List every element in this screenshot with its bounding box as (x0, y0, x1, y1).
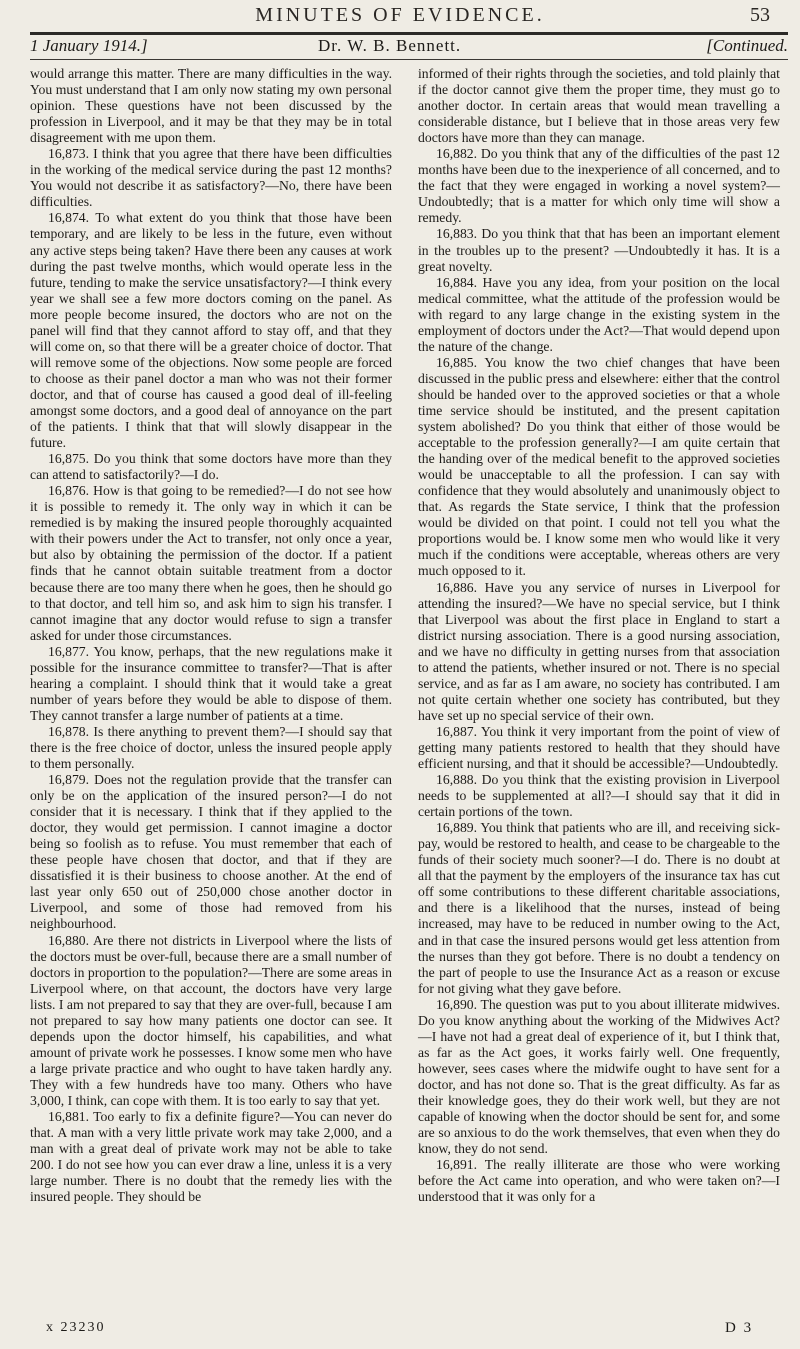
evidence-paragraph: 16,884. Have you any idea, from your position on the local medical committee, what the attitude of the profession would be with regard to any large change in the existing system in the employment of doctors under the Act?—That would depend upon the nature of the change. (418, 274, 780, 354)
evidence-paragraph: 16,889. You think that patients who are ill, and receiving sick-pay, would be restored to health, and cease to be chargeable to the funds of their society much sooner?—I do. There is no doubt at all that the payment by the employers of the insurance tax has cut off some contributions to these different charitable associations, and there is a likelihood that the nurses, instead of being increased, may have to be reduced in number owing to the Act, and in that case the insured persons would get less attention from the nurses than they got before. There is no doubt a tendency on the part of people to use the Insurance Act as a reason or excuse for not giving what they gave before. (418, 820, 780, 996)
running-subheader (30, 36, 788, 58)
continued-label: [Continued. (706, 36, 788, 55)
evidence-paragraph: 16,878. Is there anything to prevent them?—I should say that there is the free choice of doctor, unless the insured people apply to them personally. (30, 723, 392, 772)
evidence-paragraph: 16,888. Do you think that the existing provision in Liverpool needs to be supplemented at all?—I should say that it did in certain portions of the town. (418, 772, 780, 820)
header-rule (30, 32, 788, 35)
evidence-paragraph: 16,891. The really illiterate are those who were working before the Act came into operation, and who were taken on?—I understood that it was only for a (418, 1157, 780, 1205)
evidence-paragraph: 16,879. Does not the regulation provide that the transfer can only be on the application of the insured person?—I do not consider that it is necessary. I think that if they applied to the doctor, they would get permission. I cannot imagine a doctor being so foolish as to refuse. You must remember that each of these people have chosen that doctor, and that if they are dissatisfied it is their business to choose another. At the end of last year only 650 out of 250,000 chose another doctor in Liverpool, and some of those had removed from his neighbourhood. (30, 772, 392, 932)
left-column (30, 66, 392, 1205)
evidence-paragraph: informed of their rights through the societies, and told plainly that if the doctor cannot give them the proper time, they must go to another doctor. In certain areas that would mean travelling a considerable distance, but I believe that in those areas very few doctors have more than they can manage. (418, 66, 780, 146)
evidence-paragraph: 16,875. Do you think that some doctors have more than they can attend to satisfactorily?—I do. (30, 451, 392, 483)
session-date: 1 January 1914.] (30, 36, 148, 55)
evidence-paragraph: 16,874. To what extent do you think that those have been temporary, and are likely to be less in the future, even without any active steps being taken? Have there been any causes at work during the past twelve months, which would operate less in the future, tending to make the service unsatisfactory?—I think every year we shall see a few more doctors coming on the panel. As more people become insured, the doctors who are not on the panel will find that they cannot afford to stay off, and that they will come on, so that there will be a greater choice of doctor. That will remove some of the objections. Now some people are forced to choose as their panel doctor a man who was not their former doctor, and that of course has caused a good deal of ill-feeling amongst some doctors, and a good deal of annoyance on the part of the patients. I think that that will slowly disappear in the future. (30, 210, 392, 451)
evidence-paragraph: 16,887. You think it very important from the point of view of getting many patients restored to health that they should have efficient nursing, and that it should be accessible?—Undoubtedly. (418, 723, 780, 772)
witness-name: Dr. W. B. Bennett. (318, 36, 462, 55)
right-column (418, 66, 780, 1205)
evidence-paragraph: 16,876. How is that going to be remedied?—I do not see how it is possible to remedy it. The only way in which it can be remedied is by making the insured people thoroughly acquainted with their powers under the Act to transfer, not only once a year, but also by obtaining the permission of the doctor. If a patient finds that he cannot obtain suitable treatment from a doctor because there are too many there when he goes, then he should go to that doctor, and tell him so, and ask him to sign his transfer. I cannot imagine that any doctor would refuse to sign a transfer asked for under those circumstances. (30, 483, 392, 643)
evidence-paragraph: 16,883. Do you think that that has been an important element in the troubles up to the present? —Undoubtedly it has. It is a great novelty. (418, 226, 780, 274)
footer-signature-mark: D 3 (725, 1320, 754, 1336)
evidence-paragraph: 16,877. You know, perhaps, that the new regulations make it possible for the insurance committee to transfer?—That is after hearing a complaint. I should think that it would take a great number of years before they would be able to dispose of them. They cannot transfer a large number of patients at a time. (30, 643, 392, 723)
subheader-rule (30, 59, 788, 60)
evidence-paragraph: 16,881. Too early to fix a definite figure?—You can never do that. A man with a very little private work may take 2,000, and a man with a great deal of private work may not be able to take 200. I do not see how you can ever draw a line, unless it is a very large number. There is no doubt that the remedy lies with the insured people. They should be (30, 1109, 392, 1205)
evidence-paragraph: 16,873. I think that you agree that there have been difficulties in the working of the medical service during the past 12 months? You would not describe it as satisfactory?—No, there have been difficulties. (30, 146, 392, 210)
evidence-paragraph: 16,886. Have you any service of nurses in Liverpool for attending the insured?—We have no special service, but I think that Liverpool was about the first place in England to start a district nursing association. There is a good nursing association, and we have no difficulty in getting nurses from that association to attend the patients, whether insured or not. There is no special service, and as far as I am aware, no society has contributed. I am not quite certain whether one society has contributed, but they have set up no special service of their own. (418, 579, 780, 723)
page-header-title: MINUTES OF EVIDENCE. (255, 4, 545, 26)
evidence-paragraph: 16,890. The question was put to you about illiterate midwives. Do you know anything about the working of the Midwives Act?—I have not had a great deal of experience of it, but I think that, as far as the Act goes, it works fairly well. One frequently, however, sees cases where the midwife ought to have sent for a doctor, and has not done so. That is the great difficulty. As far as their knowledge goes, they do their work well, but they are not capable of knowing when the doctor should be sent for, and some are so anxious to do the work themselves, that even when they do know, they do not send. (418, 996, 780, 1157)
evidence-paragraph: 16,880. Are there not districts in Liverpool where the lists of the doctors must be over-full, because there are a small number of doctors in proportion to the population?—There are some areas in Liverpool where, on that account, the doctors have very large lists. I am not prepared to say that they are over-full, because I am not prepared to say how many patients one doctor can see. It depends upon the doctor himself, his capabilities, and what amount of private work he possesses. I know some men who have a large private practice and who ought to have taken hardly any. They with a few hundreds have too many. Others who have 3,000, I think, can cope with them. It is too early to say that yet. (30, 932, 392, 1108)
footer-print-code: x 23230 (46, 1320, 106, 1335)
evidence-paragraph: would arrange this matter. There are many difficulties in the way. You must understand that I am only now stating my own personal opinion. These questions have not been discussed by the profession in Liverpool, and it may be that they may be in total disagreement with me upon them. (30, 66, 392, 146)
evidence-paragraph: 16,885. You know the two chief changes that have been discussed in the public press and elsewhere: either that the control should be handed over to the approved societies or that a whole time service should be instituted, and the present capitation system abolished? Do you think that either of those would be acceptable to the profession generally?—I am quite certain that the handing over of the medical benefit to the approved societies would be unacceptable to all the profession. I can say with confidence that they would absolutely and unanimously object to that. As regards the State service, I think that the profession would be divided on that point. I could not tell you what the proportions would be. I know some men who would like it very much if the conditions were acceptable, whereas others are very much opposed to it. (418, 354, 780, 579)
evidence-paragraph: 16,882. Do you think that any of the difficulties of the past 12 months have been due to the inexperience of all concerned, and to the fact that they were engaged in working a novel system?—Undoubtedly; that is a matter for which only time will show a remedy. (418, 146, 780, 226)
page-number: 53 (750, 4, 770, 26)
